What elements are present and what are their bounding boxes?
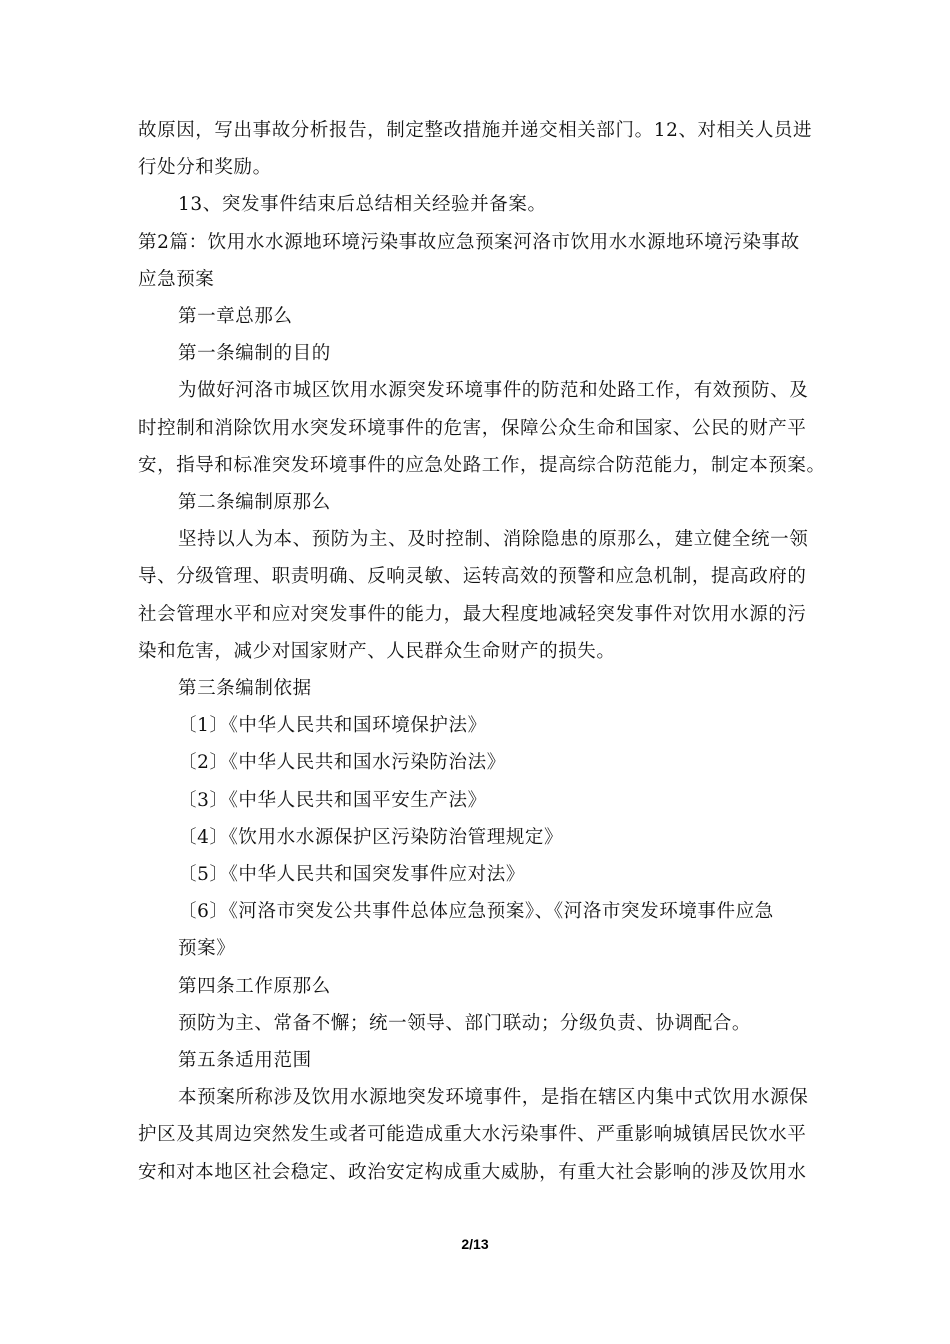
paragraph-line: 导、分级管理、职责明确、反响灵敏、运转高效的预警和应急机制，提高政府的	[138, 566, 807, 588]
list-item: 〔5〕《中华人民共和国突发事件应对法》	[178, 864, 525, 886]
article-heading: 第一条编制的目的	[178, 343, 331, 365]
document-body	[138, 112, 826, 1191]
paragraph-line: 本预案所称涉及饮用水源地突发环境事件，是指在辖区内集中式饮用水源保	[178, 1087, 809, 1109]
article-heading: 第三条编制依据	[178, 678, 312, 700]
list-item: 〔4〕《饮用水水源保护区污染防治管理规定》	[178, 826, 564, 848]
page-number: 2/13	[461, 1236, 489, 1252]
paragraph-line: 护区及其周边突然发生或者可能造成重大水污染事件、严重影响城镇居民饮水平	[138, 1124, 807, 1146]
list-item: 〔6〕《河洛市突发公共事件总体应急预案》、《河洛市突发环境事件应急	[178, 901, 774, 923]
list-item: 〔1〕《中华人民共和国环境保护法》	[178, 715, 487, 737]
paragraph-line: 染和危害，减少对国家财产、人民群众生命财产的损失。	[138, 640, 616, 662]
chapter-heading: 第一章总那么	[178, 306, 293, 328]
paragraph-line: 坚持以人为本、预防为主、及时控制、消除隐患的原那么，建立健全统一领	[178, 529, 809, 551]
article-heading: 第二条编制原那么	[178, 492, 331, 514]
section-heading: 应急预案	[138, 268, 215, 290]
paragraph-line: 安和对本地区社会稳定、政治安定构成重大威胁，有重大社会影响的涉及饮用水	[138, 1161, 807, 1183]
article-heading: 第四条工作原那么	[178, 975, 331, 997]
paragraph-line: 行处分和奖励。	[138, 157, 272, 179]
paragraph-line: 安，指导和标准突发环境事件的应急处路工作，提高综合防范能力，制定本预案。	[138, 454, 826, 476]
paragraph-line: 社会管理水平和应对突发事件的能力，最大程度地减轻突发事件对饮用水源的污	[138, 603, 807, 625]
section-heading: 第2篇：饮用水水源地环境污染事故应急预案河洛市饮用水水源地环境污染事故	[138, 231, 800, 253]
paragraph-line: 为做好河洛市城区饮用水源突发环境事件的防范和处路工作，有效预防、及	[178, 380, 809, 402]
list-item: 预案》	[178, 938, 236, 960]
paragraph-line: 预防为主、常备不懈；统一领导、部门联动；分级负责、协调配合。	[178, 1012, 752, 1034]
article-heading: 第五条适用范围	[178, 1050, 312, 1072]
paragraph-line: 故原因，写出事故分析报告，制定整改措施并递交相关部门。12、对相关人员进	[138, 120, 813, 141]
list-item: 〔3〕《中华人民共和国平安生产法》	[178, 789, 487, 811]
paragraph-line: 13、突发事件结束后总结相关经验并备案。	[178, 194, 547, 216]
list-item: 〔2〕《中华人民共和国水污染防治法》	[178, 752, 506, 774]
paragraph-line: 时控制和消除饮用水突发环境事件的危害，保障公众生命和国家、公民的财产平	[138, 417, 807, 439]
